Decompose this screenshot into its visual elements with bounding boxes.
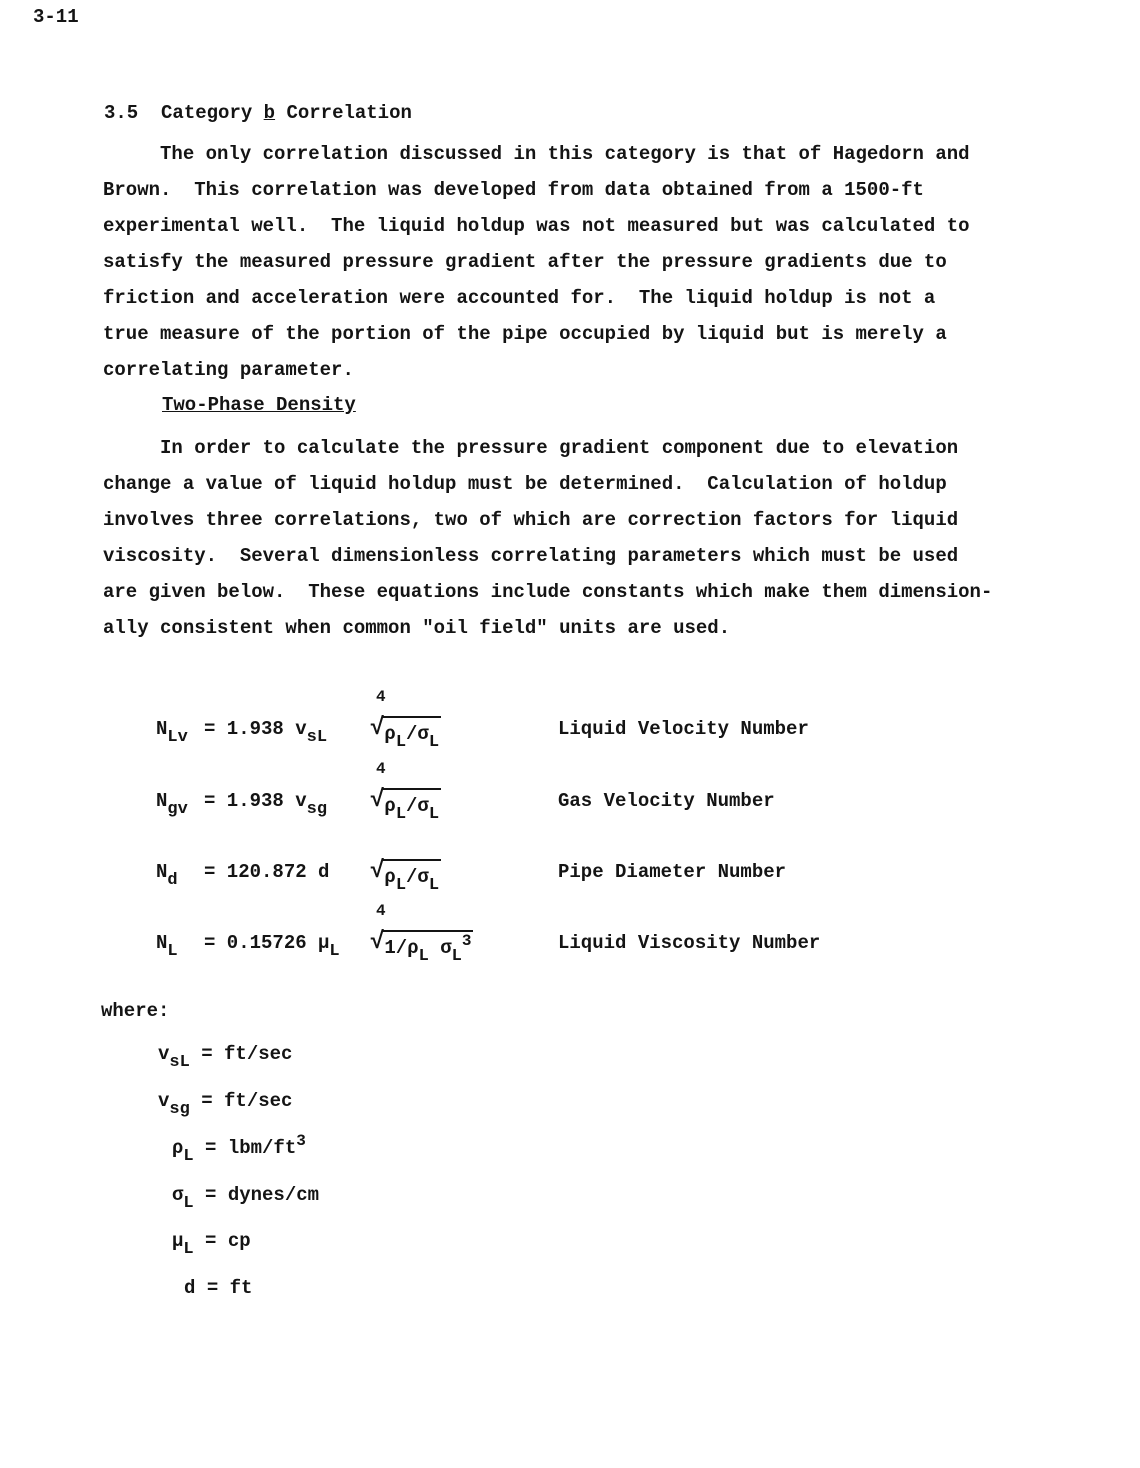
paragraph-line: Brown. This correlation was developed from data obtained from a 1500-ft [103,179,924,201]
equation-symbol: $N_d$ [156,861,178,890]
equation-coefficient: = 120.872 d [204,861,330,883]
fourth-root [370,902,473,966]
radicand: $\rho_L/\sigma_L$ [382,859,441,895]
equation-gas-velocity-number [156,760,856,824]
subheading-two-phase-density: Two-Phase Density [162,394,356,416]
radical-sign-icon: √ [370,715,385,742]
paragraph-line: viscosity. Several dimensionless correlating parameters which must be used [103,545,959,567]
root-index: 4 [376,760,386,778]
equation-pipe-diameter-number [156,855,856,895]
unit-definition: $\rho_L = lbm/ft^3$ [172,1132,306,1166]
radicand: $\rho_L/\sigma_L$ [382,716,441,752]
equation-liquid-viscosity-number [156,902,856,966]
section-title-before: Category [161,102,264,124]
radical-sign-icon: √ [370,858,385,885]
paragraph-line: In order to calculate the pressure gradient component due to elevation [103,437,959,459]
unit-definition: $\mu_L$ = cp [172,1230,251,1259]
paragraph-line: true measure of the portion of the pipe occupied by liquid but is merely a [103,323,947,345]
unit-definition: d = ft [184,1277,253,1299]
equation-coefficient: = 1.938 $v_{sg}$ [204,790,328,819]
root-index: 4 [376,902,386,920]
equation-coefficient: = 1.938 $v_{sL}$ [204,718,328,747]
equation-label: Liquid Velocity Number [558,718,809,740]
section-title-after: Correlation [275,102,412,124]
unit-definition: $\sigma_L$ = dynes/cm [172,1184,320,1213]
fourth-root [370,688,441,752]
equation-coefficient: = 0.15726 $\mu_L$ [204,932,340,961]
square-root [370,855,441,895]
paragraph-line: change a value of liquid holdup must be determined. Calculation of holdup [103,473,947,495]
equation-label: Liquid Viscosity Number [558,932,821,954]
paragraph-1 [103,136,1063,388]
section-title-underlined: b [263,102,276,124]
paragraph-line: The only correlation discussed in this category is that of Hagedorn and [103,143,970,165]
unit-definition: $v_{sg} = ft/\sec$ [158,1090,293,1119]
unit-definition: $v_{sL} = ft/\sec$ [158,1043,293,1072]
radicand: $1/\rho_L$ $\sigma_L^3$ [384,932,472,966]
equation-symbol: $N_{gv}$ [156,790,188,819]
equation-label: Gas Velocity Number [558,790,775,812]
equation-symbol: $N_{Lv}$ [156,718,188,747]
paragraph-line: are given below. These equations include constants which make them dimension- [103,581,993,603]
paragraph-line: ally consistent when common "oil field" units are used. [103,617,731,639]
fourth-root [370,760,441,824]
root-index: 4 [376,688,386,706]
radical-sign-icon: √ [370,929,385,956]
paragraph-line: satisfy the measured pressure gradient after the pressure gradients due to [103,251,947,273]
equation-label: Pipe Diameter Number [558,861,787,883]
section-number: 3.5 [104,102,139,124]
paragraph-line: involves three correlations, two of which are correction factors for liquid [103,509,959,531]
equation-symbol: $N_L$ [156,932,178,961]
equation-liquid-velocity-number [156,688,856,752]
paragraph-line: correlating parameter. [103,359,354,381]
paragraph-line: friction and acceleration were accounted for. The liquid holdup is not a [103,287,936,309]
radical-sign-icon: √ [370,787,385,814]
page-number: 3-11 [33,6,79,28]
radicand: $\rho_L/\sigma_L$ [382,788,441,824]
section-heading [104,102,412,124]
paragraph-line: experimental well. The liquid holdup was not measured but was calculated to [103,215,970,237]
where-label: where: [101,1000,170,1022]
paragraph-2 [103,430,1063,646]
